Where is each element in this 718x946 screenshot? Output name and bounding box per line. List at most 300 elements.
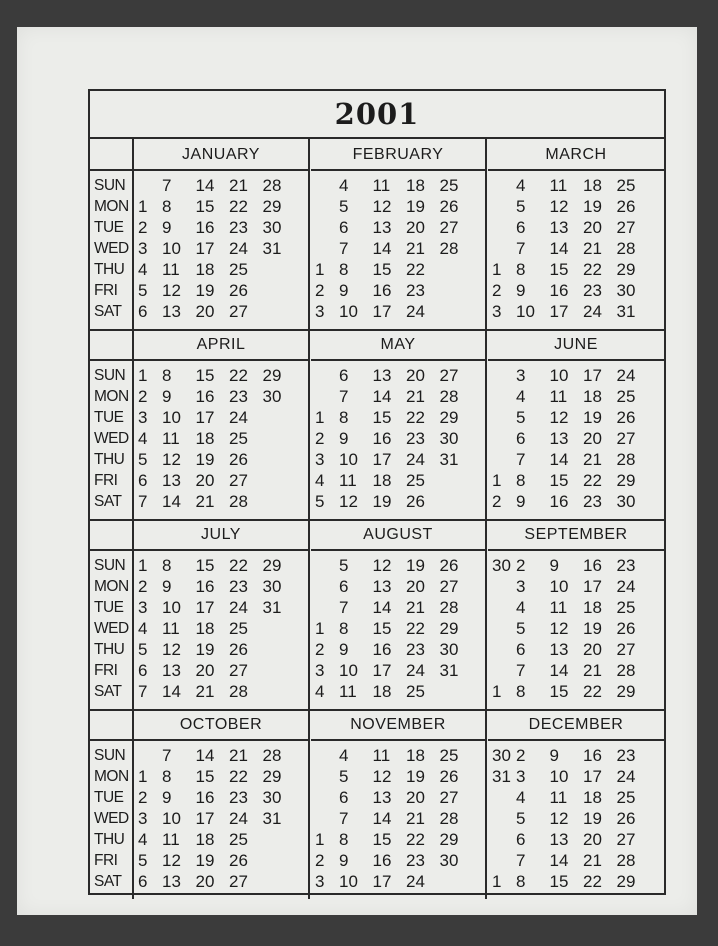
weekday-row [492,238,668,259]
day-labels [94,175,129,322]
date-cell: 22 [406,830,425,849]
date-cell: 14 [162,492,181,511]
date-cell: 9 [339,429,349,448]
day-label: MON [94,388,129,405]
date-cell: 19 [583,809,602,828]
month-name: JANUARY [134,139,308,171]
date-cell: 26 [616,408,636,427]
date-cell: 7 [516,661,526,680]
date-cell: 6 [138,471,148,490]
date-cell: 3 [138,809,148,828]
date-cell: 4 [315,682,325,701]
weekday-row [315,681,489,702]
date-cell: 18 [195,260,215,279]
date-cell: 17 [195,239,215,258]
date-cell [315,787,339,808]
month-block [488,709,664,899]
weekday-row [315,618,489,639]
quarter-row [90,709,664,899]
date-cell: 20 [195,471,215,490]
date-cell: 7 [339,809,349,828]
date-cell: 8 [516,682,526,701]
weekday-row [492,681,668,702]
weekday-row [492,196,668,217]
date-cell: 18 [372,682,392,701]
date-cell [440,470,474,491]
date-cell: 11 [162,619,180,638]
weekday-row [138,365,312,386]
date-cell: 11 [162,830,180,849]
date-cell: 20 [583,830,602,849]
month-name: MAY [311,329,485,361]
date-cell: 4 [516,176,526,195]
date-cell: 3 [315,450,325,469]
month-block [311,139,487,329]
weekday-row [492,660,668,681]
day-label: THU [94,641,125,658]
date-cell [263,491,297,512]
weekday-row [492,829,668,850]
date-cell: 1 [492,471,502,490]
weekday-row [138,639,312,660]
date-cell: 2 [315,281,325,300]
date-cell [263,618,297,639]
date-cell: 26 [229,281,248,300]
date-cell: 15 [549,682,569,701]
day-label: WED [94,810,129,827]
weekday-row [315,449,489,470]
date-cell: 4 [516,788,526,807]
date-cell: 5 [138,851,148,870]
date-cell: 28 [616,450,636,469]
day-label: MON [94,768,129,785]
date-cell: 31 [616,302,636,321]
date-cell: 21 [583,239,602,258]
date-cell: 25 [616,176,636,195]
day-label: SAT [94,493,122,510]
weekday-row [138,470,312,491]
date-cell: 8 [162,556,172,575]
date-grid [315,555,489,702]
date-cell: 19 [406,197,425,216]
month-block [134,709,310,899]
date-cell: 28 [229,492,248,511]
date-cell: 16 [549,281,569,300]
date-cell: 21 [406,239,425,258]
date-cell: 4 [138,429,148,448]
date-cell: 24 [406,872,425,891]
date-cell: 23 [583,281,602,300]
date-grid [315,745,489,892]
date-cell: 11 [372,746,391,765]
date-cell: 30 [262,387,282,406]
date-cell: 11 [339,682,357,701]
date-cell [315,555,339,576]
date-cell: 2 [315,640,325,659]
date-cell: 17 [372,661,392,680]
date-cell: 5 [315,492,325,511]
date-cell: 26 [229,450,248,469]
date-cell: 18 [583,387,602,406]
date-cell: 12 [372,556,392,575]
date-cell: 21 [583,450,602,469]
date-cell: 22 [406,619,425,638]
corner-cell [90,329,134,361]
date-cell: 1 [138,197,148,216]
date-cell: 27 [616,429,636,448]
date-cell: 21 [583,661,602,680]
date-cell: 3 [516,767,526,786]
date-cell: 16 [195,218,215,237]
date-cell: 9 [162,577,172,596]
date-cell: 24 [406,450,425,469]
date-cell [492,808,516,829]
date-cell: 4 [339,176,349,195]
date-cell: 16 [583,746,602,765]
date-cell [315,196,339,217]
date-cell: 10 [549,577,569,596]
weekday-row [492,597,668,618]
date-cell: 2 [138,577,148,596]
day-label: SAT [94,303,122,320]
date-grid [138,745,312,892]
date-cell [440,280,474,301]
date-cell: 13 [162,872,181,891]
day-label: FRI [94,282,118,299]
weekday-row [138,407,312,428]
date-cell: 8 [516,872,526,891]
date-cell: 9 [339,640,349,659]
corner-cell [90,139,134,171]
date-cell: 4 [138,260,148,279]
date-cell: 19 [195,851,215,870]
date-cell: 21 [229,746,248,765]
date-cell: 30 [439,851,459,870]
year-title: 2001 [334,97,420,131]
date-cell: 20 [195,872,215,891]
date-cell: 25 [616,387,636,406]
date-cell: 25 [616,788,636,807]
date-cell: 3 [516,577,526,596]
date-cell: 2 [138,387,148,406]
day-label: THU [94,261,125,278]
date-cell: 24 [229,809,248,828]
date-cell: 15 [372,260,392,279]
date-cell: 17 [372,450,392,469]
date-cell: 15 [372,619,392,638]
date-cell: 8 [162,197,172,216]
date-cell [263,301,297,322]
date-cell: 23 [406,429,425,448]
month-block [311,329,487,519]
date-cell: 12 [372,767,392,786]
weekday-row [315,365,489,386]
date-cell: 11 [162,429,180,448]
weekday-row [138,681,312,702]
month-block [311,519,487,709]
weekday-row [315,745,489,766]
weekday-row [492,555,668,576]
corner-cell [90,709,134,741]
weekday-row [315,470,489,491]
weekday-row [138,217,312,238]
date-cell: 26 [406,492,425,511]
date-cell: 6 [516,429,526,448]
date-grid [492,555,668,702]
day-labels [94,555,129,702]
month-block [488,139,664,329]
date-cell: 27 [439,788,459,807]
date-cell: 5 [516,408,526,427]
date-cell: 22 [406,260,425,279]
date-cell: 7 [138,492,148,511]
date-cell: 23 [616,556,636,575]
date-cell: 4 [315,471,325,490]
date-cell: 17 [195,408,215,427]
date-cell: 6 [339,577,349,596]
day-label: WED [94,240,129,257]
weekday-row [138,301,312,322]
date-cell: 5 [339,767,349,786]
date-cell: 20 [195,661,215,680]
date-cell: 18 [372,471,392,490]
date-cell: 21 [195,682,215,701]
date-cell: 14 [549,450,569,469]
day-label: THU [94,831,125,848]
date-cell: 7 [516,851,526,870]
weekday-row [492,745,668,766]
date-cell: 24 [229,408,248,427]
date-cell: 7 [138,682,148,701]
date-cell: 31 [262,239,282,258]
date-cell: 2 [516,746,526,765]
date-cell: 14 [162,682,181,701]
date-cell [492,576,516,597]
date-cell: 11 [372,176,391,195]
date-cell: 13 [162,661,181,680]
date-cell: 30 [439,640,459,659]
date-grid [138,175,312,322]
month-block [134,519,310,709]
date-cell: 19 [583,408,602,427]
date-cell: 29 [262,366,282,385]
weekday-row [492,301,668,322]
weekday-row [138,576,312,597]
date-cell: 2 [315,429,325,448]
year-header [90,91,664,139]
date-cell: 1 [138,556,148,575]
date-cell [492,175,516,196]
date-cell: 31 [439,661,459,680]
date-cell: 8 [162,767,172,786]
date-cell [315,745,339,766]
date-cell: 11 [549,788,568,807]
date-cell: 12 [162,281,181,300]
date-cell: 24 [406,661,425,680]
date-cell: 16 [372,851,392,870]
date-cell: 9 [162,218,172,237]
date-cell: 20 [406,788,425,807]
day-labels-column [90,709,134,899]
weekday-row [492,407,668,428]
date-cell: 28 [229,682,248,701]
date-cell: 21 [406,387,425,406]
weekday-row [138,787,312,808]
date-cell: 8 [339,830,349,849]
date-cell: 2 [315,851,325,870]
date-cell: 14 [372,598,392,617]
date-cell [492,618,516,639]
date-cell: 26 [439,767,459,786]
weekday-row [492,871,668,892]
date-grid [138,555,312,702]
weekday-row [492,280,668,301]
date-cell [138,175,162,196]
day-label: TUE [94,789,124,806]
date-cell [492,597,516,618]
date-cell: 17 [372,872,392,891]
date-cell: 24 [616,577,636,596]
date-cell: 13 [549,830,569,849]
date-cell: 23 [406,851,425,870]
weekday-row [138,491,312,512]
weekday-row [138,808,312,829]
date-cell: 14 [372,239,392,258]
date-cell [492,850,516,871]
date-cell: 16 [372,429,392,448]
weekday-row [138,766,312,787]
date-cell: 23 [229,788,248,807]
date-cell: 10 [339,302,358,321]
date-cell: 8 [516,260,526,279]
date-cell: 12 [549,197,569,216]
date-cell: 24 [616,767,636,786]
weekday-row [315,407,489,428]
day-labels [94,365,129,512]
month-name: SEPTEMBER [488,519,664,551]
date-cell: 20 [583,640,602,659]
weekday-row [492,491,668,512]
date-cell [492,449,516,470]
date-cell: 10 [339,661,358,680]
date-cell: 27 [229,471,248,490]
month-name: DECEMBER [488,709,664,741]
date-cell: 18 [583,598,602,617]
date-grid [315,175,489,322]
month-name: FEBRUARY [311,139,485,171]
date-cell: 22 [229,767,248,786]
date-cell: 9 [162,788,172,807]
date-cell: 26 [439,197,459,216]
date-cell: 26 [229,851,248,870]
date-cell: 9 [516,492,526,511]
date-cell: 1 [492,682,502,701]
day-label: SUN [94,557,126,574]
weekday-row [315,238,489,259]
date-cell: 29 [262,767,282,786]
weekday-row [492,787,668,808]
date-cell [138,745,162,766]
date-cell: 5 [138,640,148,659]
date-cell: 6 [138,302,148,321]
date-cell: 25 [439,176,459,195]
date-cell: 4 [138,830,148,849]
date-cell: 17 [195,809,215,828]
day-labels-column [90,519,134,709]
date-cell: 9 [339,281,349,300]
day-label: SAT [94,873,122,890]
date-cell: 1 [315,830,325,849]
date-cell [315,217,339,238]
date-cell: 1 [315,408,325,427]
date-cell: 1 [492,260,502,279]
weekday-row [492,449,668,470]
date-cell: 29 [616,471,636,490]
date-cell: 9 [516,281,526,300]
date-cell: 21 [583,851,602,870]
date-cell: 5 [138,450,148,469]
date-cell: 27 [616,640,636,659]
date-cell: 19 [195,281,215,300]
date-cell: 22 [406,408,425,427]
date-cell: 30 [492,556,511,575]
weekday-row [138,196,312,217]
date-cell: 15 [372,830,392,849]
weekday-row [315,597,489,618]
date-cell: 29 [439,408,459,427]
date-cell: 26 [439,556,459,575]
day-labels-column [90,329,134,519]
date-cell: 19 [583,197,602,216]
date-cell: 25 [439,746,459,765]
weekday-row [492,428,668,449]
date-cell: 22 [583,471,602,490]
date-cell: 16 [583,556,602,575]
date-cell [263,850,297,871]
date-cell: 6 [516,640,526,659]
date-cell: 23 [229,577,248,596]
quarter-row [90,519,664,711]
weekday-row [138,555,312,576]
date-cell: 18 [195,619,215,638]
date-cell: 9 [162,387,172,406]
date-cell: 9 [339,851,349,870]
date-cell: 23 [229,387,248,406]
date-cell: 15 [549,471,569,490]
date-cell: 4 [138,619,148,638]
weekday-row [315,491,489,512]
weekday-row [492,766,668,787]
date-cell: 28 [439,387,459,406]
day-labels-column [90,139,134,329]
date-cell: 8 [339,260,349,279]
calendar-card [17,27,697,915]
date-cell: 2 [516,556,526,575]
date-cell: 7 [339,387,349,406]
date-cell: 29 [616,260,636,279]
date-cell [263,259,297,280]
date-cell: 25 [406,682,425,701]
date-grid [138,365,312,512]
date-cell [315,576,339,597]
corner-cell [90,519,134,551]
date-cell: 15 [195,366,215,385]
date-cell: 1 [138,366,148,385]
date-cell [263,829,297,850]
date-cell: 25 [229,619,248,638]
date-cell: 27 [439,218,459,237]
date-cell: 6 [339,788,349,807]
